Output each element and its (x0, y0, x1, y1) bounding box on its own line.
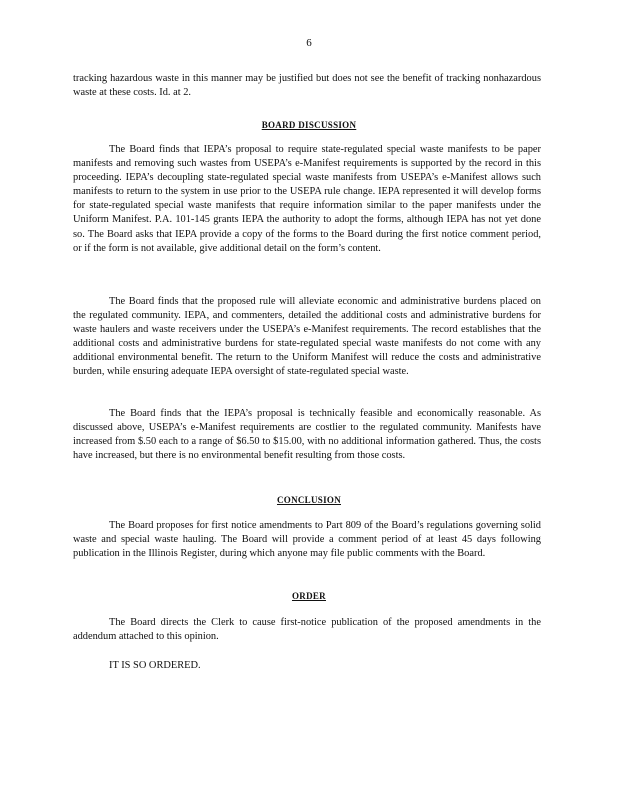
order-heading: ORDER (291, 591, 326, 601)
discussion-paragraph-1: The Board finds that IEPA’s proposal to require state-regulated special waste manifests to be paper manifests and removing such wastes from USEPA’s e-Manifest requirements is supported by the record in this proceeding. IEPA’s decoupling state-regulated special waste manifests from USEPA’s e-Manifest allows such manifests to return to the system in use prior to the USEPA rule change. IEPA represented it will develop forms for state-regulated special waste manifests that require information similar to the paper manifests under the Uniform Manifest. P.A. 101-145 grants IEPA the authority to adopt the forms, although IEPA has not yet done so. The Board asks that IEPA provide a copy of the forms to the Board during the first notice comment period, or if the form is not available, give additional detail on the form’s content. (73, 144, 541, 254)
intro-paragraph: tracking hazardous waste in this manner may be justified but does not see the benefit of tracking nonhazardous waste at these costs. Id. at 2. (73, 73, 541, 99)
so-ordered-block (73, 659, 541, 673)
board-discussion-heading: BOARD DISCUSSION (261, 120, 357, 130)
discussion-paragraph-2: The Board finds that the proposed rule will alleviate economic and administrative burdens placed on the regulated community. IEPA, and commenters, detailed the additional costs and administrative burdens for waste haulers and waste receivers under the USEPA’s e-Manifest requirements. The record establishes that the additional costs and administrative burdens for state-regulated special waste manifests do not come with any additional environmental benefit. The return to the Uniform Manifest will reduce the costs and administrative burden, while ensuring adequate IEPA oversight of state-regulated special waste. (73, 296, 541, 378)
discussion-paragraph-3: The Board finds that the IEPA’s proposal is technically feasible and economically reasonable. As discussed above, USEPA’s e-Manifest requirements are costlier to the regulated community. Manifests have increased from $.50 each to a range of $6.50 to $15.00, with no additional information gathered. Thus, the costs have increased, but there is no environmental benefit resulting from those costs. (73, 408, 541, 462)
discussion-paragraph-3-block (73, 407, 541, 463)
order-paragraph: The Board directs the Clerk to cause first-notice publication of the proposed amendments in the addendum attached to this opinion. (73, 617, 541, 643)
intro-paragraph-block (73, 72, 541, 100)
discussion-paragraph-1-block (73, 143, 541, 256)
conclusion-paragraph: The Board proposes for first notice amendments to Part 809 of the Board’s regulations governing solid waste and special waste hauling. The Board will provide a comment period of at least 45 days following publication in the Illinois Register, during which anyone may file public comments with the Board. (73, 520, 541, 560)
order-paragraph-block (73, 616, 541, 644)
conclusion-heading: CONCLUSION (276, 495, 341, 505)
discussion-paragraph-2-block (73, 295, 541, 380)
so-ordered-statement: IT IS SO ORDERED. (109, 660, 201, 671)
page-number: 6 (306, 37, 312, 49)
conclusion-paragraph-block (73, 519, 541, 561)
